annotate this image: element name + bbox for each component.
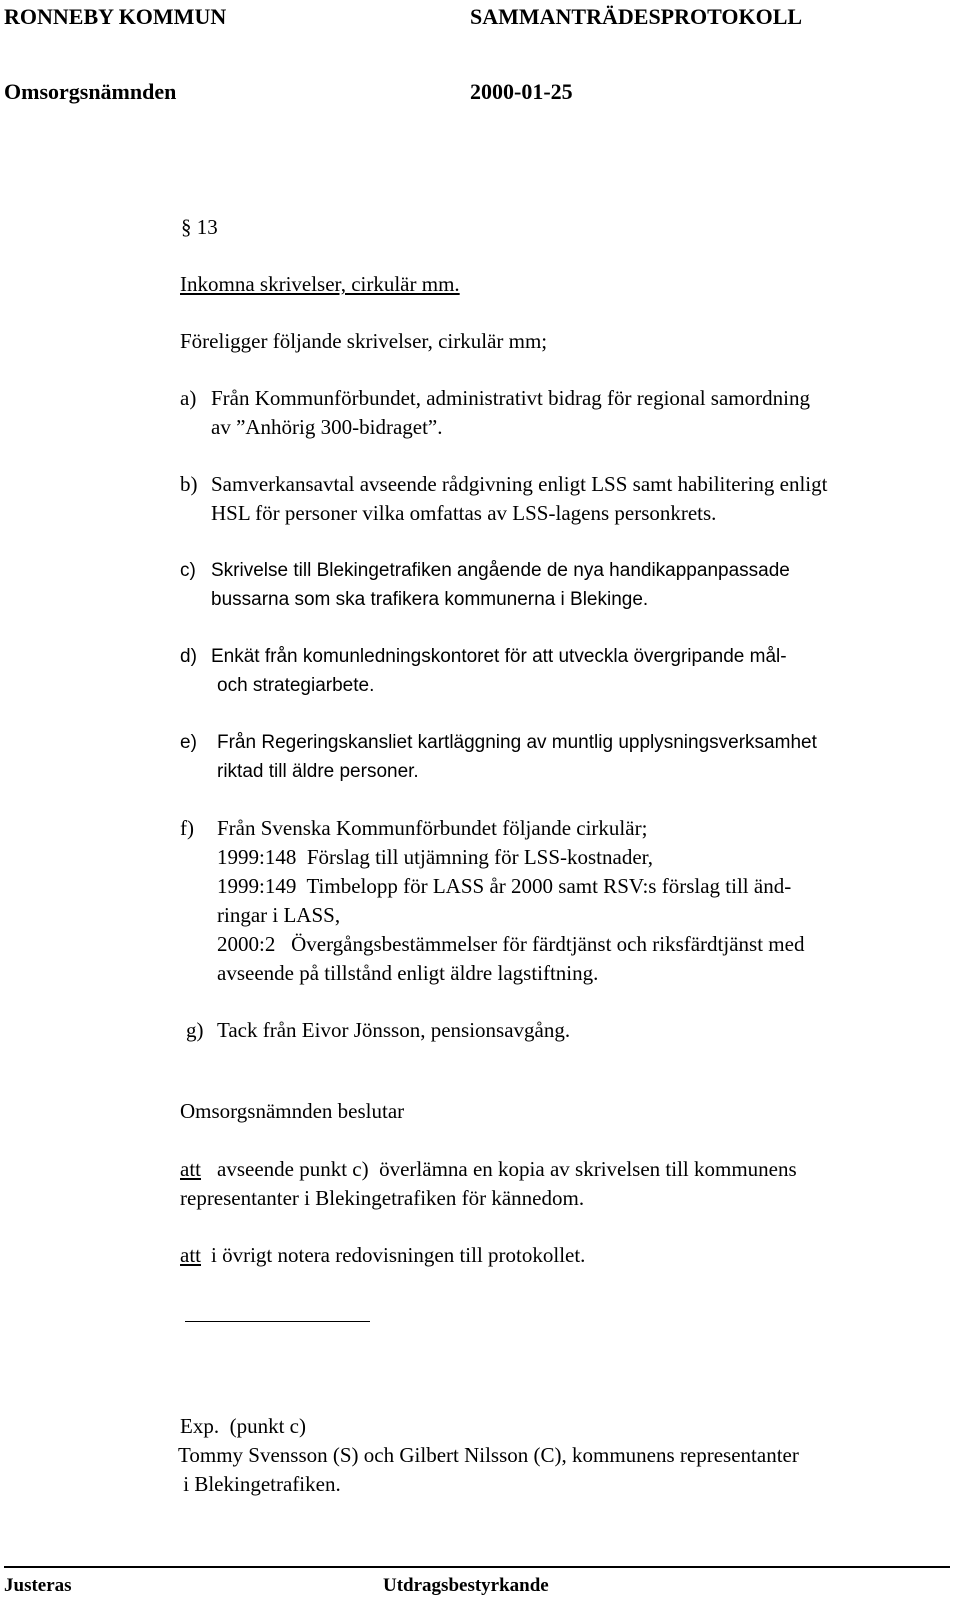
item-e-line-2: riktad till äldre personer.	[217, 761, 419, 782]
item-b-line-2: HSL för personer vilka omfattas av LSS-lagens personkrets.	[211, 501, 717, 525]
expedition-label: Exp. (punkt c)	[180, 1414, 306, 1438]
footer-justeras: Justeras	[4, 1575, 72, 1596]
section-number: § 13	[181, 215, 218, 239]
item-f-line-6: avseende på tillstånd enligt äldre lagstiftning.	[217, 961, 599, 985]
item-a-line-2: av ”Anhörig 300-bidraget”.	[211, 415, 443, 439]
municipality-name: RONNEBY KOMMUN	[4, 4, 227, 29]
decision-point-1-line-1: avseende punkt c) överlämna en kopia av skrivelsen till kommunens	[217, 1157, 797, 1181]
decision-point-2: i övrigt notera redovisningen till protokollet.	[211, 1243, 586, 1267]
item-f-line-5: 2000:2 Övergångsbestämmelser för färdtjänst och riksfärdtjänst med	[217, 932, 805, 956]
item-marker-f: f)	[180, 816, 194, 840]
item-d-line-2: och strategiarbete.	[217, 675, 375, 696]
decision-heading: Omsorgsnämnden beslutar	[180, 1099, 405, 1123]
footer-rule	[4, 1566, 950, 1568]
item-e-line-1: Från Regeringskansliet kartläggning av muntlig upplysningsverksamhet	[217, 732, 817, 753]
committee-name: Omsorgsnämnden	[4, 79, 177, 104]
item-f-line-1: Från Svenska Kommunförbundet följande cirkulär;	[217, 816, 648, 840]
document-type: SAMMANTRÄDESPROTOKOLL	[470, 4, 803, 29]
item-g-line-1: Tack från Eivor Jönsson, pensionsavgång.	[217, 1018, 571, 1042]
att-word-2: att	[180, 1243, 201, 1267]
item-b-line-1: Samverkansavtal avseende rådgivning enligt LSS samt habilitering enligt	[211, 472, 828, 496]
footer-utdragsbestyrkande: Utdragsbestyrkande	[383, 1575, 549, 1596]
item-c-line-1: Skrivelse till Blekingetrafiken angående de nya handikappanpassade	[211, 560, 790, 581]
item-marker-g: g)	[186, 1018, 204, 1042]
item-marker-a: a)	[180, 386, 197, 410]
item-c-line-2: bussarna som ska trafikera kommunerna i Blekinge.	[211, 589, 649, 610]
item-f-line-4: ringar i LASS,	[217, 903, 341, 927]
item-marker-d: d)	[180, 646, 197, 667]
att-word-1: att	[180, 1157, 201, 1181]
expedition-line-2: i Blekingetrafiken.	[178, 1472, 341, 1496]
expedition-line-1: Tommy Svensson (S) och Gilbert Nilsson (C), kommunens representanter	[178, 1443, 799, 1467]
section-title: Inkomna skrivelser, cirkulär mm.	[180, 272, 460, 296]
decision-point-1-line-2: representanter i Blekingetrafiken för kännedom.	[180, 1186, 585, 1210]
item-marker-b: b)	[180, 472, 198, 496]
item-a-line-1: Från Kommunförbundet, administrativt bidrag för regional samordning	[211, 386, 810, 410]
item-f-line-3: 1999:149 Timbelopp för LASS år 2000 samt RSV:s förslag till änd-	[217, 874, 792, 898]
section-intro: Föreligger följande skrivelser, cirkulär mm;	[180, 329, 548, 353]
item-marker-c: c)	[180, 560, 196, 581]
meeting-date: 2000-01-25	[470, 79, 573, 104]
item-f-line-2: 1999:148 Förslag till utjämning för LSS-kostnader,	[217, 845, 654, 869]
separator-line	[185, 1321, 370, 1322]
item-marker-e: e)	[180, 732, 197, 753]
item-d-line-1: Enkät från komunledningskontoret för att utveckla övergripande mål-	[211, 646, 787, 667]
